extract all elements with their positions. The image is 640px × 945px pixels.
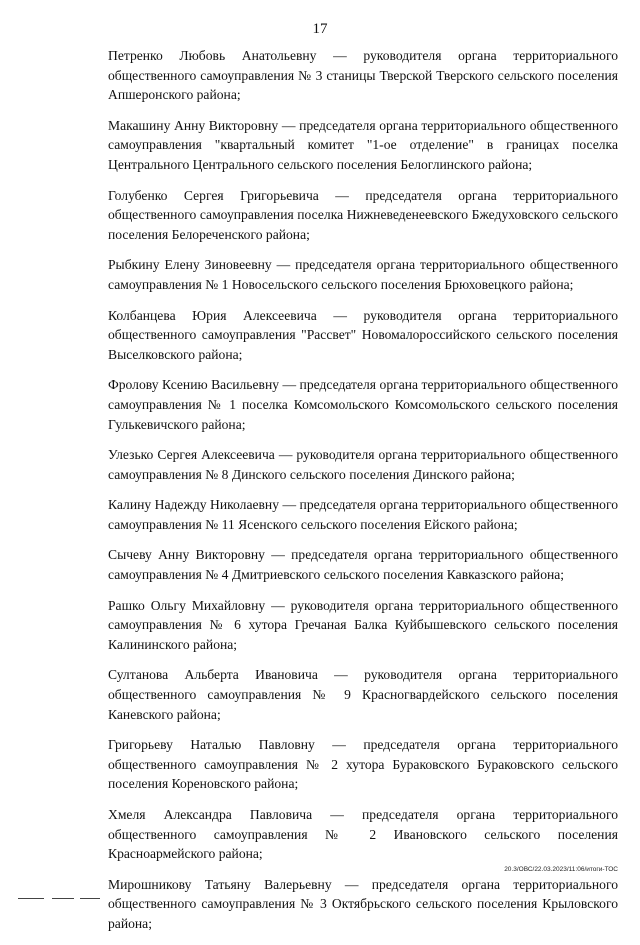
page-number: 17 — [312, 21, 328, 37]
list-item: Рашко Ольгу Михайловну — руководителя органа территориального общественного самоуправления № 6 хутора Гречаная Балка Куйбышевского сельского поселения Калининского района; — [108, 597, 618, 652]
list-item: Сычеву Анну Викторовну — председателя органа территориального общественного самоуправления № 4 Дмитриевского сельского поселения Кавказского района; — [108, 547, 618, 583]
list-item: Макашину Анну Викторовну — председателя органа территориального общественного самоуправления "квартальный комитет "1-ое отделение" в границах поселка Центрального Центрального сельского поселения Белоглинского района; — [108, 117, 618, 172]
list-item: Рыбкину Елену Зиновеевну — председателя органа территориального общественного самоуправления № 1 Новосельского сельского поселения Брюховецкого района; — [108, 257, 618, 292]
list-item: Петренко Любовь Анатольевну — руководителя органа территориального общественного самоуправления № 3 станицы Тверской Тверского сельского поселения Апшеронского района; — [108, 48, 618, 103]
list-item: Голубенко Сергея Григорьевича — председателя органа территориального общественного самоуправления поселка Нижневеденеевского Бжедуховского сельского поселения Белореченского района; — [108, 187, 618, 242]
list-item: Колбанцева Юрия Алексеевича — руководителя органа территориального общественного самоуправления "Рассвет" Новомалороссийского сельского поселения Выселковского района; — [108, 307, 618, 362]
list-item: Улезько Сергея Алексеевича — руководителя органа территориального общественного самоуправления № 8 Динского сельского поселения Динского района; — [108, 447, 618, 482]
list-item: Хмеля Александра Павловича — председателя органа территориального общественного самоуправления № 2 Ивановского сельского поселения Красноармейского района; — [108, 807, 618, 862]
list-item: Мирошникову Татьяну Валерьевну — председателя органа территориального общественного самоуправления № 3 Октябрьского сельского поселения Крыловского района; — [108, 876, 618, 931]
document-footer-code: 20.3/ОВС/22.03.2023/11:06/итоги-ТОС — [504, 866, 618, 873]
bottom-divider — [0, 896, 640, 902]
list-item: Султанова Альберта Ивановича — руководителя органа территориального общественного самоуправления № 9 Красногвардейского сельского поселения Каневского района; — [108, 667, 618, 722]
list-item: Калину Надежду Николаевну — председателя органа территориального общественного самоуправления № 11 Ясенского сельского поселения Ейского района; — [108, 497, 618, 532]
award-list — [108, 46, 618, 945]
list-item: Фролову Ксению Васильевну — председателя органа территориального общественного самоуправления № 1 поселка Комсомольского Комсомольского сельского поселения Гулькевичского района; — [108, 377, 618, 432]
list-item: Григорьеву Наталью Павловну — председателя органа территориального общественного самоуправления № 2 хутора Бураковского Бураковского сельского поселения Кореновского района; — [108, 737, 618, 792]
